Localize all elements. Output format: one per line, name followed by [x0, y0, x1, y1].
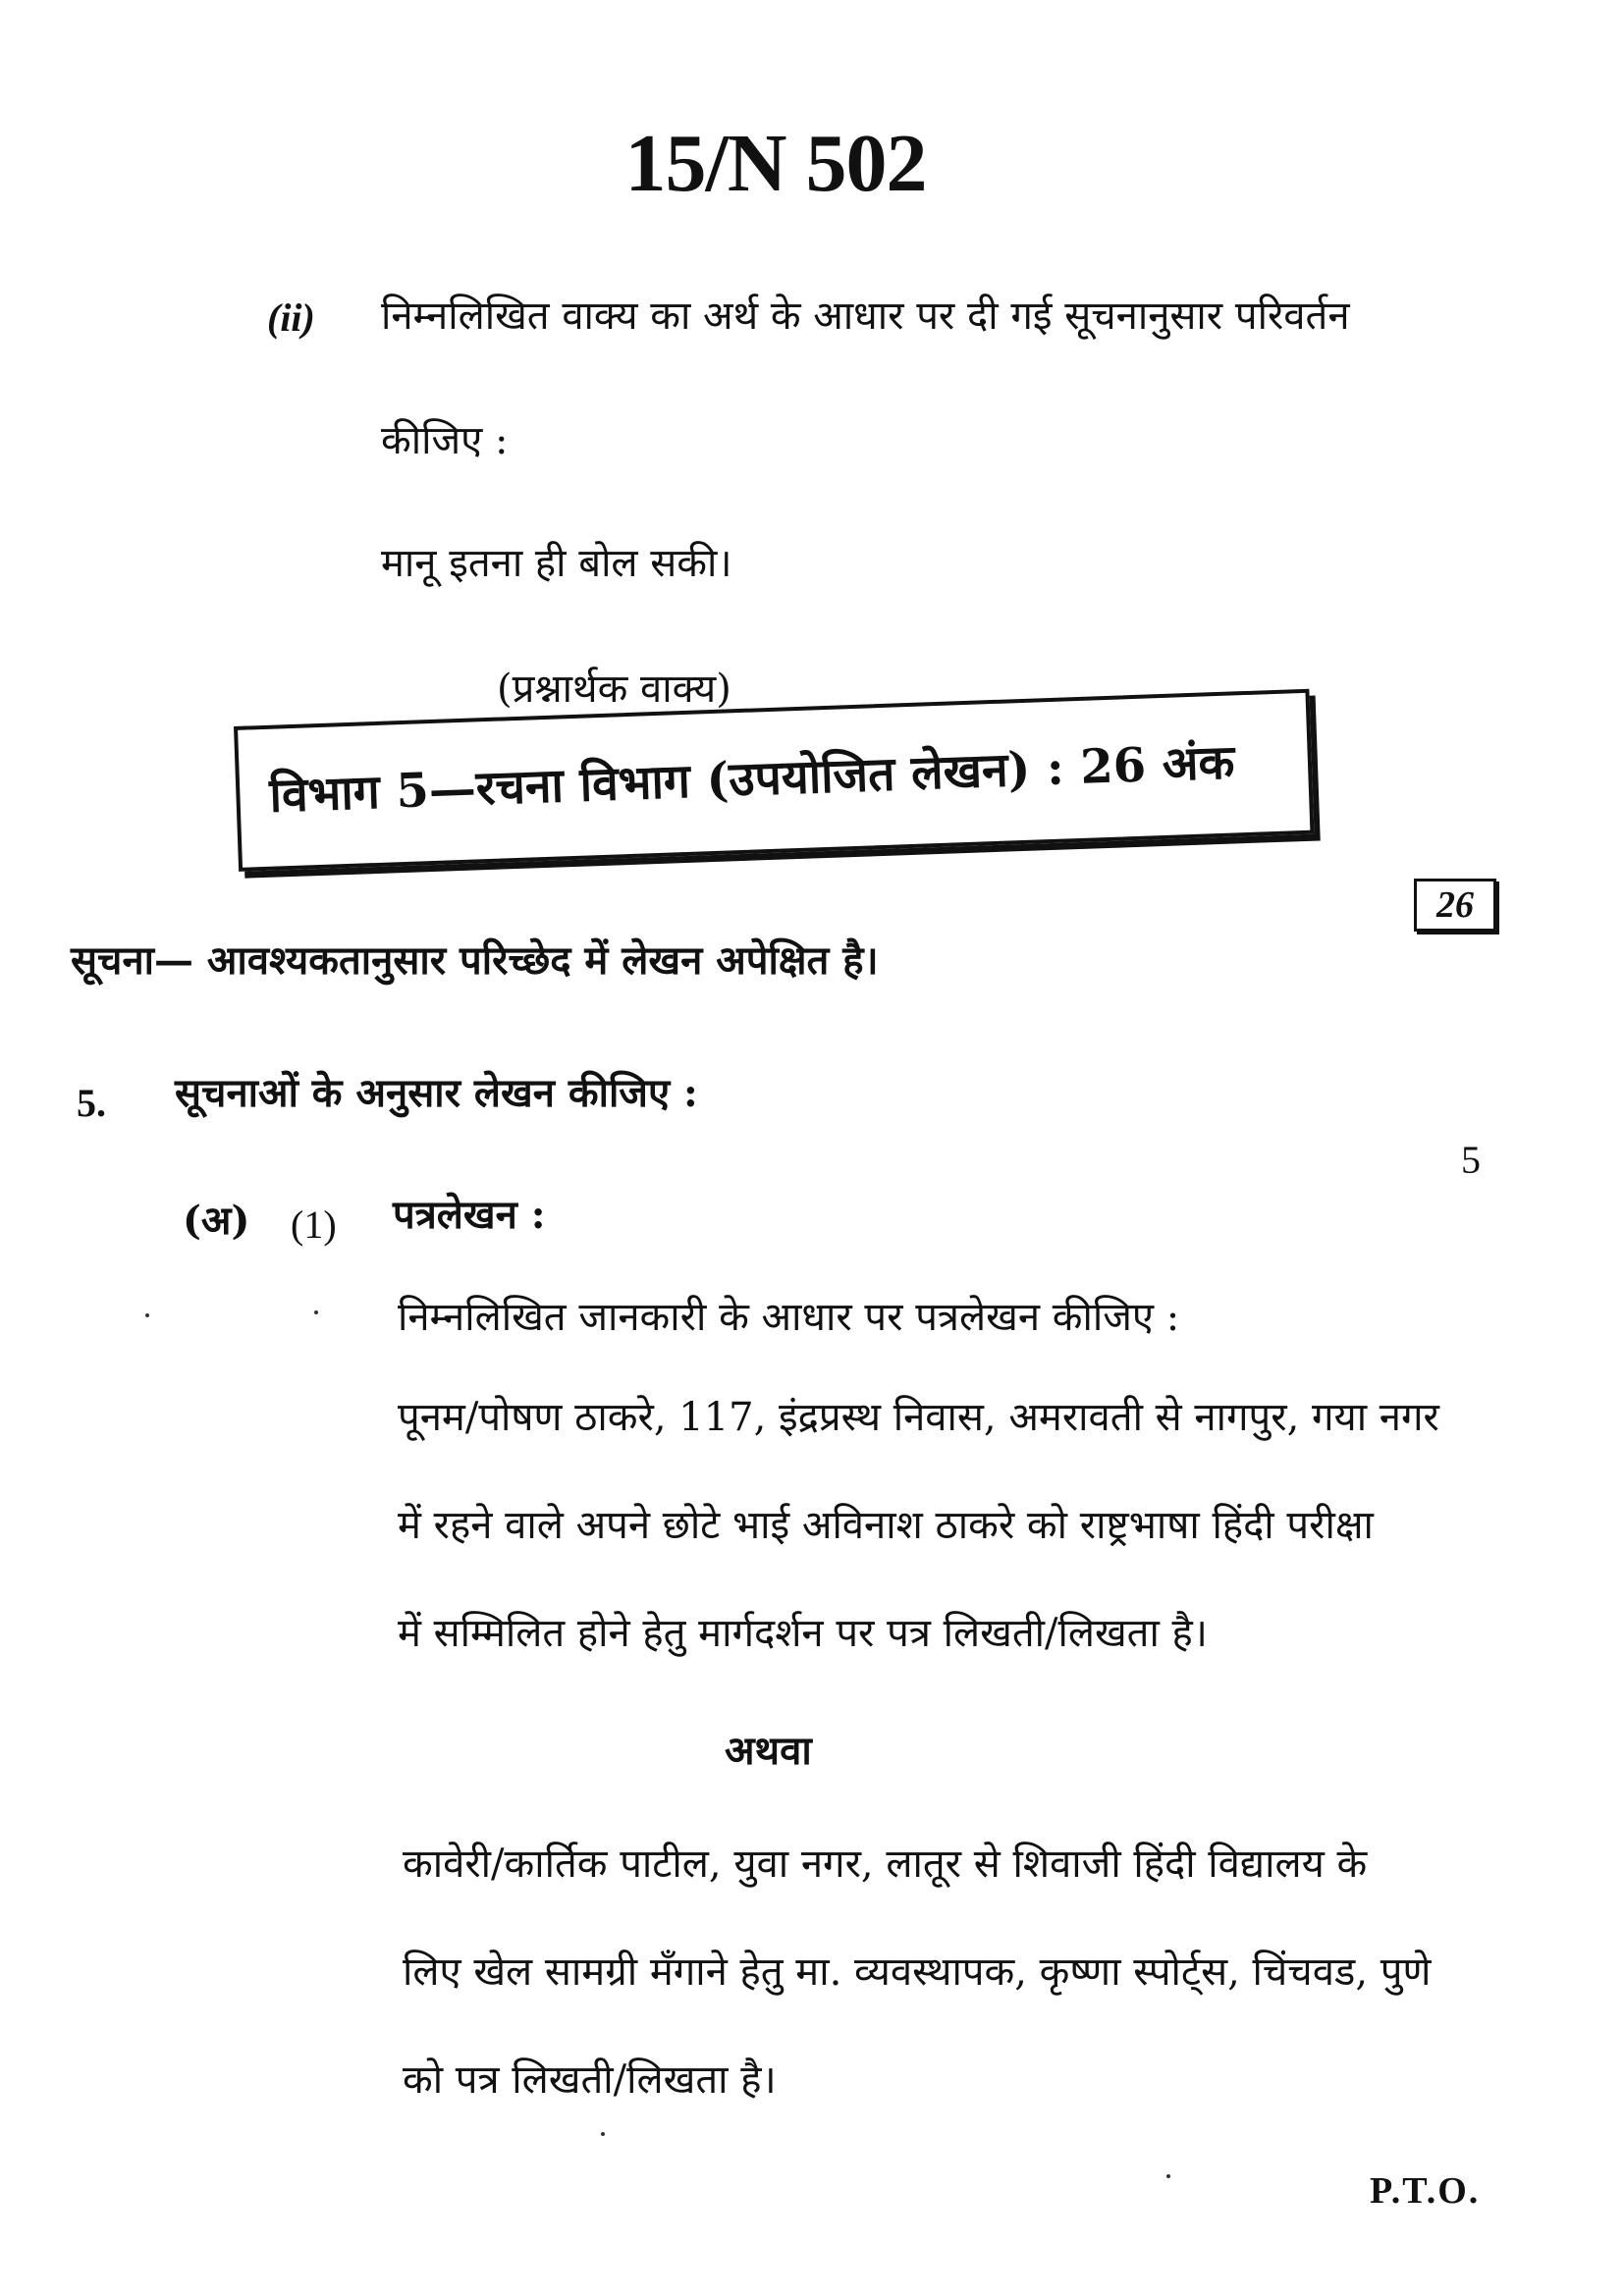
scan-speck [601, 2132, 605, 2136]
scan-speck [1166, 2174, 1170, 2178]
section-title: विभाग 5—रचना विभाग (उपयोजित लेखन) : 26 अंक [268, 734, 1236, 824]
page-turn-indicator: P.T.O. [1370, 2170, 1481, 2212]
sub-question-number: (ii) [267, 295, 315, 340]
part-label: (अ) [183, 1198, 250, 1244]
item-number: (1) [291, 1202, 337, 1247]
option2-line-1: कावेरी/कार्तिक पाटील, युवा नगर, लातूर से शिवाजी हिंदी विद्यालय के [403, 1842, 1368, 1887]
letter-prompt: निम्नलिखित जानकारी के आधार पर पत्रलेखन कीजिए : [398, 1295, 1180, 1340]
question-number: 5. [77, 1081, 106, 1125]
scan-speck [145, 1313, 149, 1317]
item-title: पत्रलेखन : [393, 1192, 546, 1238]
instruction-line-1: निम्नलिखित वाक्य का अर्थ के आधार पर दी गई सूचनानुसार परिवर्तन [381, 294, 1350, 339]
scan-speck [314, 1310, 318, 1314]
or-label: अथवा [725, 1728, 812, 1774]
section-marks-box: 26 [1414, 879, 1496, 932]
target-sentence-type: (प्रश्नार्थक वाक्य) [497, 667, 731, 712]
instruction-line-2: कीजिए : [381, 418, 509, 463]
question-marks: 5 [1461, 1138, 1481, 1182]
section-notice: सूचना— आवश्यकतानुसार परिच्छेद में लेखन अपेक्षित है। [71, 937, 879, 984]
option1-line-3: में सम्मिलित होने हेतु मार्गदर्शन पर पत्र लिखती/लिखता है। [398, 1611, 1208, 1656]
option2-line-3: को पत्र लिखती/लिखता है। [403, 2057, 777, 2103]
option2-line-2: लिए खेल सामग्री मँगाने हेतु मा. व्यवस्थापक, कृष्णा स्पोर्ट्स, चिंचवड, पुणे [403, 1949, 1432, 1995]
section-heading-box [234, 689, 1314, 872]
option1-line-2: में रहने वाले अपने छोटे भाई अविनाश ठाकरे को राष्ट्रभाषा हिंदी परीक्षा [398, 1503, 1374, 1548]
paper-code: 15/N 502 [624, 118, 927, 209]
sentence-to-transform: मानू इतना ही बोल सकी। [381, 541, 732, 586]
question-heading: सूचनाओं के अनुसार लेखन कीजिए : [175, 1070, 698, 1116]
option1-line-1: पूनम/पोषण ठाकरे, 117, इंद्रप्रस्थ निवास, अमरावती से नागपुर, गया नगर [398, 1395, 1439, 1440]
